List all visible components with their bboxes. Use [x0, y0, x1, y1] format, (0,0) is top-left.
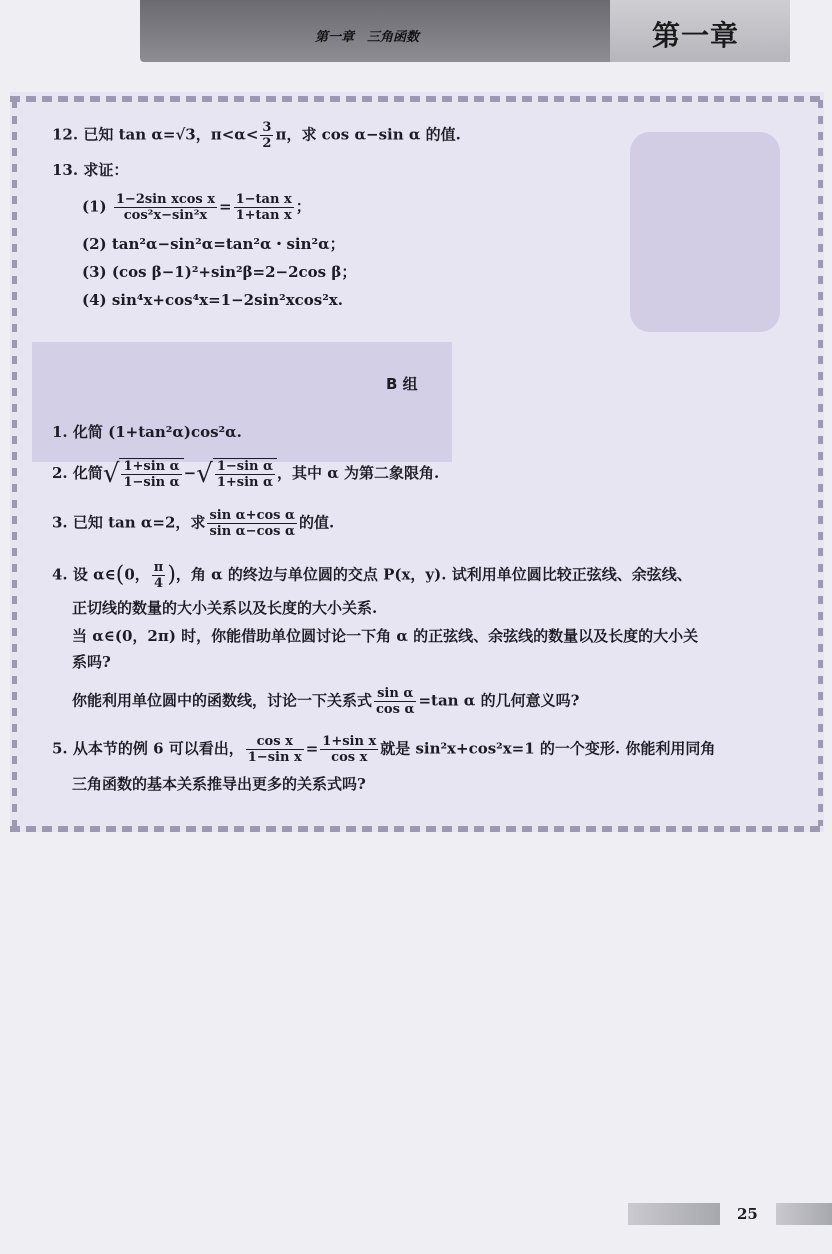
chapter-title-box — [610, 0, 790, 62]
square-root: √ $\frac{\text{1+sin α}}{\text{1−sin α}}$ — [103, 458, 184, 490]
fraction-numerator: sin α+cos α — [209, 508, 296, 523]
exercise-text: 5. 从本节的例 6 可以看出， — [52, 739, 244, 758]
fraction-denominator: 4 — [154, 576, 164, 591]
exercise-text-end: ，角 α 的终边与单位圆的交点 P(x，y). 试利用单位圆比较正弦线、余弦线、 — [175, 565, 692, 584]
exercise-text-end: =tan α 的几何意义吗? — [418, 691, 580, 710]
group-b-exercise-3 — [52, 508, 334, 539]
fraction-denominator: 1−sin x — [247, 750, 302, 765]
fraction-denominator: 1−sin α — [123, 475, 180, 490]
group-b-exercise-4-line-2: 正切线的数量的大小关系以及长度的大小关系. — [72, 599, 378, 617]
fraction-denominator: cos²x−sin²x — [123, 208, 208, 223]
fraction-denominator: 1+sin α — [216, 475, 273, 490]
fraction-denominator: cos x — [331, 750, 368, 765]
exercise-text: 4. 设 α∈ — [52, 565, 116, 584]
group-b-exercise-5: 5. 从本节的例 6 可以看出， $\frac{\text{cos x}}{\text{1−sin x}}$ = $\frac{\text{1+sin x}}{\text{cos x}}$ 就是 sin²x+cos²x=1 的一个变形. 你能利用同角 — [52, 734, 716, 765]
chapter-big-title: 第一章 — [652, 19, 740, 52]
fraction — [207, 508, 297, 539]
fraction — [121, 459, 181, 490]
exercise-text: 2. 化简 — [52, 464, 103, 482]
punctuation: ； — [295, 197, 311, 216]
exercise-number: 13. — [52, 161, 79, 179]
group-b-exercise-5-line-2: 三角函数的基本关系推导出更多的关系式吗? — [72, 775, 366, 793]
fraction-numerator: 1−sin α — [216, 459, 273, 474]
fraction-numerator: π — [153, 560, 164, 575]
exercise-12 — [52, 120, 461, 151]
chapter-running-title: 第一章 三角函数 — [315, 30, 420, 45]
exercise-number: 12. — [52, 125, 79, 144]
group-b-exercise-4: 4. 设 α∈(0， $\frac{\pi}{4}$ )，角 α 的终边与单位圆的交点 P(x，y). 试利用单位圆比较正弦线、余弦线、 — [52, 560, 692, 591]
panel-bottom-border — [10, 826, 822, 832]
square-root: √ $\frac{\text{1−sin α}}{\text{1+sin α}}$ — [196, 458, 277, 490]
group-b-exercise-2: 2. 化简√ $\frac{\text{1+sin α}}{\text{1−sin α}}$ −√ $\frac{\text{1−sin α}}{\text{1+sin α}}$ ，其中 α 为第二象限角. — [52, 459, 440, 490]
chapter-header — [140, 0, 790, 62]
panel-right-border — [818, 100, 823, 826]
exercise-13-title — [52, 160, 128, 180]
fraction — [320, 734, 378, 765]
fraction-denominator: 2 — [262, 136, 272, 151]
exercise-13-part-2: (2) tan²α−sin²α=tan²α・sin²α； — [82, 235, 345, 253]
group-b-exercise-1: 1. 化简 (1+tan²α)cos²α. — [52, 423, 242, 441]
fraction — [152, 560, 166, 591]
interval-left: 0， — [124, 565, 150, 584]
fraction-numerator: 3 — [262, 120, 272, 135]
panel-top-border — [10, 96, 822, 102]
exercise-text: 求证： — [83, 161, 129, 179]
fraction-numerator: cos x — [246, 734, 304, 750]
fraction-denominator: sin α−cos α — [209, 524, 296, 539]
fraction — [374, 686, 416, 717]
footer-bar-left — [628, 1203, 720, 1225]
exercise-text: 已知 tan α=√3，π<α< — [83, 125, 259, 144]
fraction — [246, 734, 304, 765]
exercise-text: 3. 已知 tan α=2，求 — [52, 513, 206, 532]
group-b-exercise-4-line-4: 系吗? — [72, 653, 111, 671]
fraction — [114, 192, 217, 223]
panel-left-border — [12, 100, 17, 826]
fraction-numerator: 1−tan x — [235, 192, 292, 207]
fraction-denominator: 1+tan x — [235, 208, 292, 223]
group-b-exercise-4-line-3: 当 α∈(0，2π) 时，你能借助单位圆讨论一下角 α 的正弦线、余弦线的数量以及长度的大小关 — [72, 627, 699, 645]
group-b-exercise-4-line-5 — [72, 686, 579, 717]
exercise-13-part-4: (4) sin⁴x+cos⁴x=1−2sin²xcos²x. — [82, 291, 343, 309]
exercise-text: 你能利用单位圆中的函数线，讨论一下关系式 — [72, 691, 373, 710]
footer-bar-right — [776, 1203, 832, 1225]
fraction-numerator: sin α — [374, 686, 416, 702]
fraction — [260, 120, 273, 151]
fraction-numerator: 1−2sin xcos x — [115, 192, 216, 207]
exercise-13-part-1: (1) $\frac{\text{1−2sin xcos x}}{\text{cos²x−sin²x}}$ = $\frac{\text{1−tan x}}{\text{1+tan x}}$ ； — [82, 192, 311, 223]
exercise-text-end: π，求 cos α−sin α 的值. — [275, 125, 461, 144]
exercise-text-end: 的值. — [299, 513, 335, 532]
exercise-text-end: ，其中 α 为第二象限角. — [277, 464, 440, 482]
fraction-denominator: cos α — [376, 702, 415, 717]
page-number: 25 — [737, 1205, 758, 1223]
fraction-numerator: 1+sin α — [123, 459, 180, 474]
fraction — [234, 192, 294, 223]
part-label: (1) — [82, 197, 107, 216]
exercise-text-end: 就是 sin²x+cos²x=1 的一个变形. 你能利用同角 — [380, 739, 716, 758]
exercise-13-part-3: (3) (cos β−1)²+sin²β=2−2cos β； — [82, 263, 357, 281]
group-b-title: B 组 — [386, 375, 418, 393]
fraction-numerator: 1+sin x — [322, 734, 377, 749]
fraction — [215, 459, 275, 490]
